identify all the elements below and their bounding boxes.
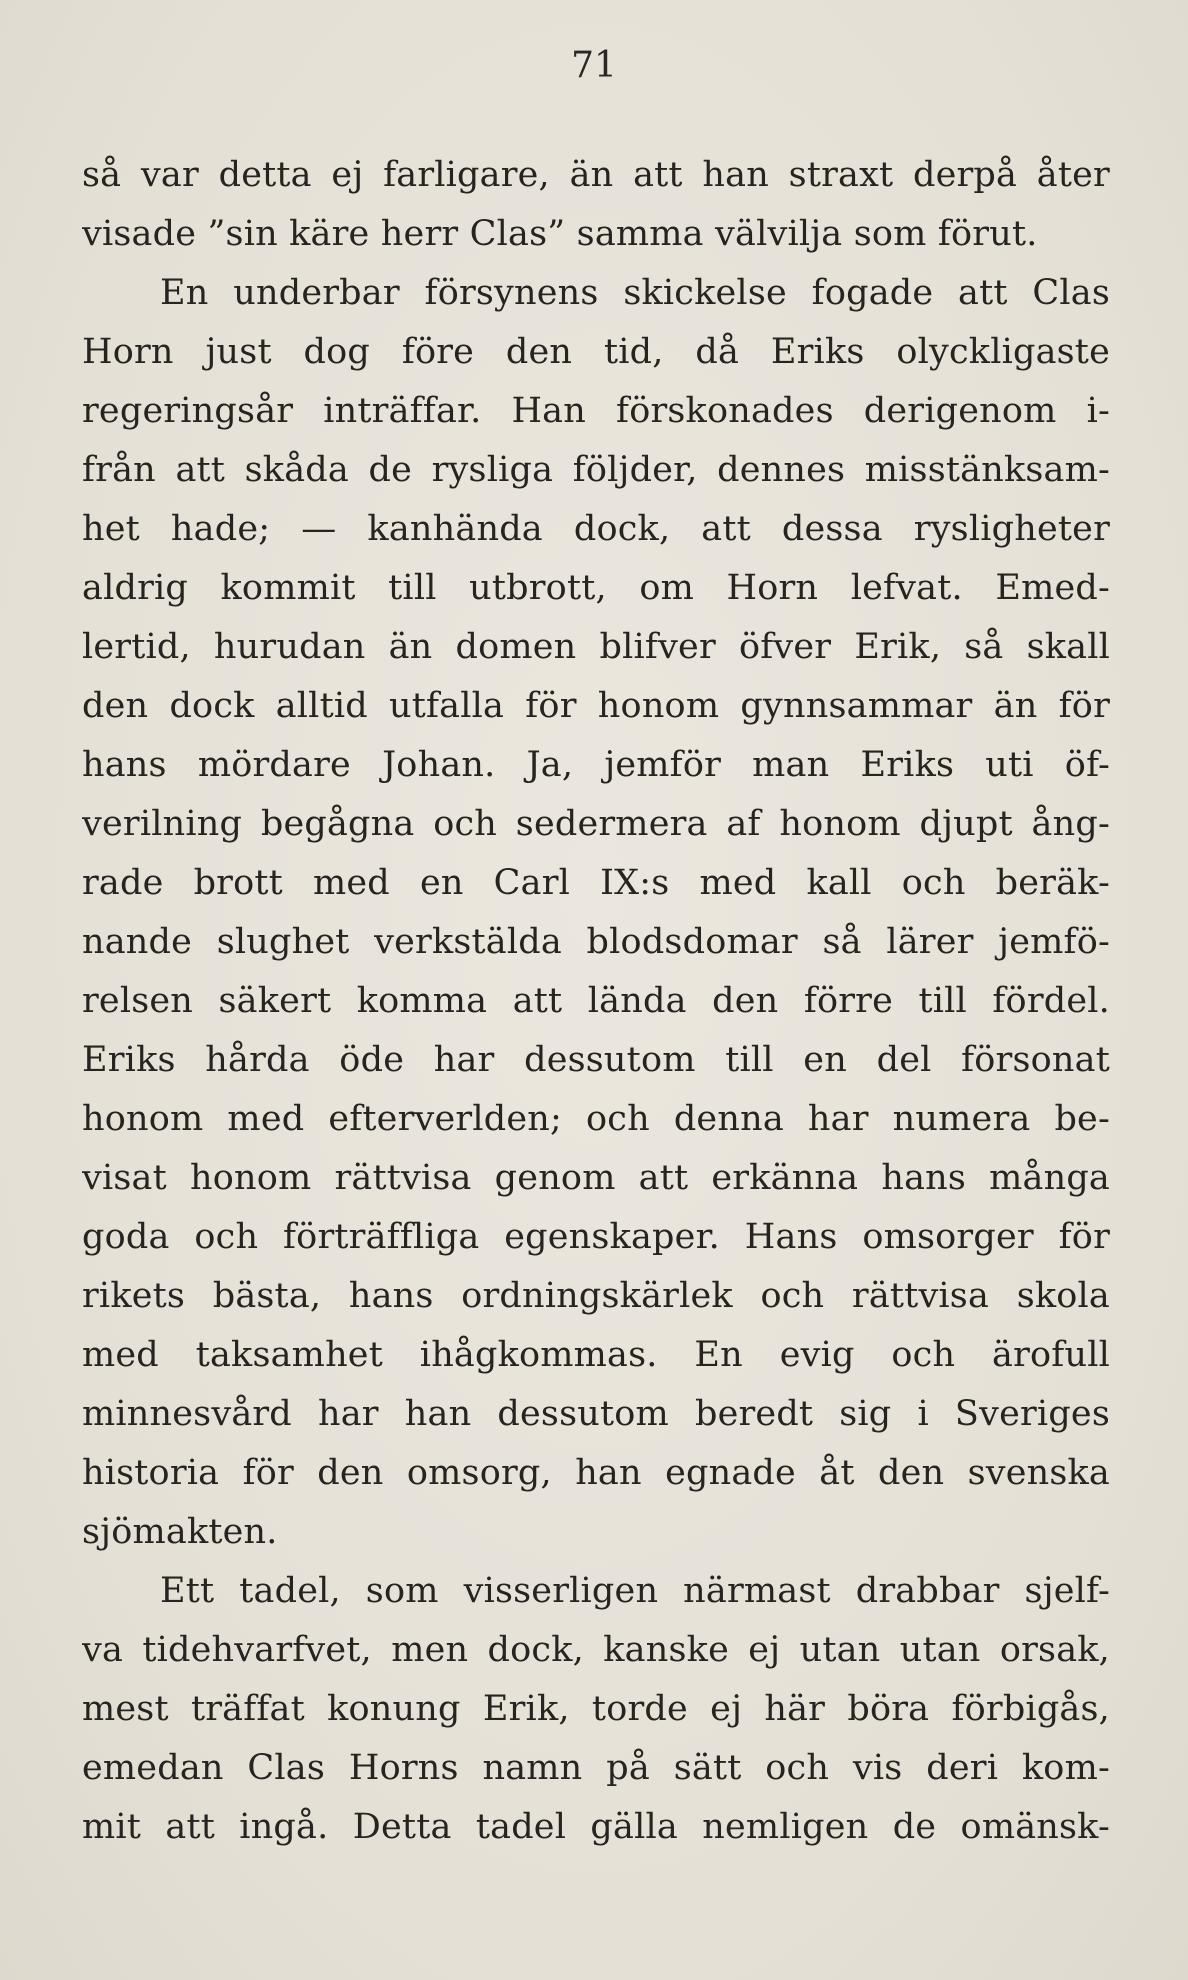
text-line: så var detta ej farligare, än att han straxt derpå åter bbox=[82, 155, 1110, 195]
text-line: visat honom rättvisa genom att erkänna hans många bbox=[82, 1158, 1110, 1198]
page-number: 71 bbox=[571, 45, 617, 86]
text-line: hans mördare Johan. Ja, jemför man Eriks uti öf- bbox=[82, 745, 1110, 785]
text-line: mest träffat konung Erik, torde ej här böra förbigås, bbox=[82, 1689, 1110, 1729]
text-line: honom med efterverlden; och denna har numera be- bbox=[82, 1099, 1110, 1139]
text-line: verilning begågna och sedermera af honom djupt ång- bbox=[82, 804, 1110, 844]
text-line: relsen säkert komma att lända den förre till fördel. bbox=[82, 981, 1110, 1021]
text-line: nande slughet verkstälda blodsdomar så lärer jemfö- bbox=[82, 922, 1110, 962]
text-line: från att skåda de rysliga följder, dennes misstänksam- bbox=[82, 450, 1110, 490]
paragraph bbox=[82, 264, 1110, 1562]
paragraph bbox=[82, 146, 1110, 264]
text-line: sjömakten. bbox=[82, 1512, 278, 1552]
paragraph bbox=[82, 1562, 1110, 1857]
text-line: minnesvård har han dessutom beredt sig i Sveriges bbox=[82, 1394, 1110, 1434]
text-line: mit att ingå. Detta tadel gälla nemligen de omänsk- bbox=[82, 1807, 1110, 1847]
text-line: het hade; — kanhända dock, att dessa rysligheter bbox=[82, 509, 1110, 549]
text-line: rikets bästa, hans ordningskärlek och rättvisa skola bbox=[82, 1276, 1110, 1316]
text-line: regeringsår inträffar. Han förskonades derigenom i- bbox=[82, 391, 1110, 431]
text-line: med taksamhet ihågkommas. En evig och ärofull bbox=[82, 1335, 1110, 1375]
text-line: Horn just dog före den tid, då Eriks olyckligaste bbox=[82, 332, 1110, 372]
text-line: lertid, hurudan än domen blifver öfver Erik, så skall bbox=[82, 627, 1110, 667]
text-line: historia för den omsorg, han egnade åt den svenska bbox=[82, 1453, 1110, 1493]
text-line: den dock alltid utfalla för honom gynnsammar än för bbox=[82, 686, 1110, 726]
text-line: goda och förträffliga egenskaper. Hans omsorger för bbox=[82, 1217, 1110, 1257]
text-line: Ett tadel, som visserligen närmast drabbar sjelf- bbox=[160, 1571, 1110, 1611]
text-line: aldrig kommit till utbrott, om Horn lefvat. Emed- bbox=[82, 568, 1110, 608]
text-line: En underbar försynens skickelse fogade att Clas bbox=[160, 273, 1110, 313]
text-line: visade ”sin käre herr Clas” samma välvilja som förut. bbox=[82, 214, 1038, 254]
body-text bbox=[82, 146, 1110, 1857]
text-line: rade brott med en Carl IX:s med kall och beräk- bbox=[82, 863, 1110, 903]
text-line: emedan Clas Horns namn på sätt och vis deri kom- bbox=[82, 1748, 1110, 1788]
text-line: Eriks hårda öde har dessutom till en del försonat bbox=[82, 1040, 1110, 1080]
text-line: va tidehvarfvet, men dock, kanske ej utan utan orsak, bbox=[82, 1630, 1110, 1670]
